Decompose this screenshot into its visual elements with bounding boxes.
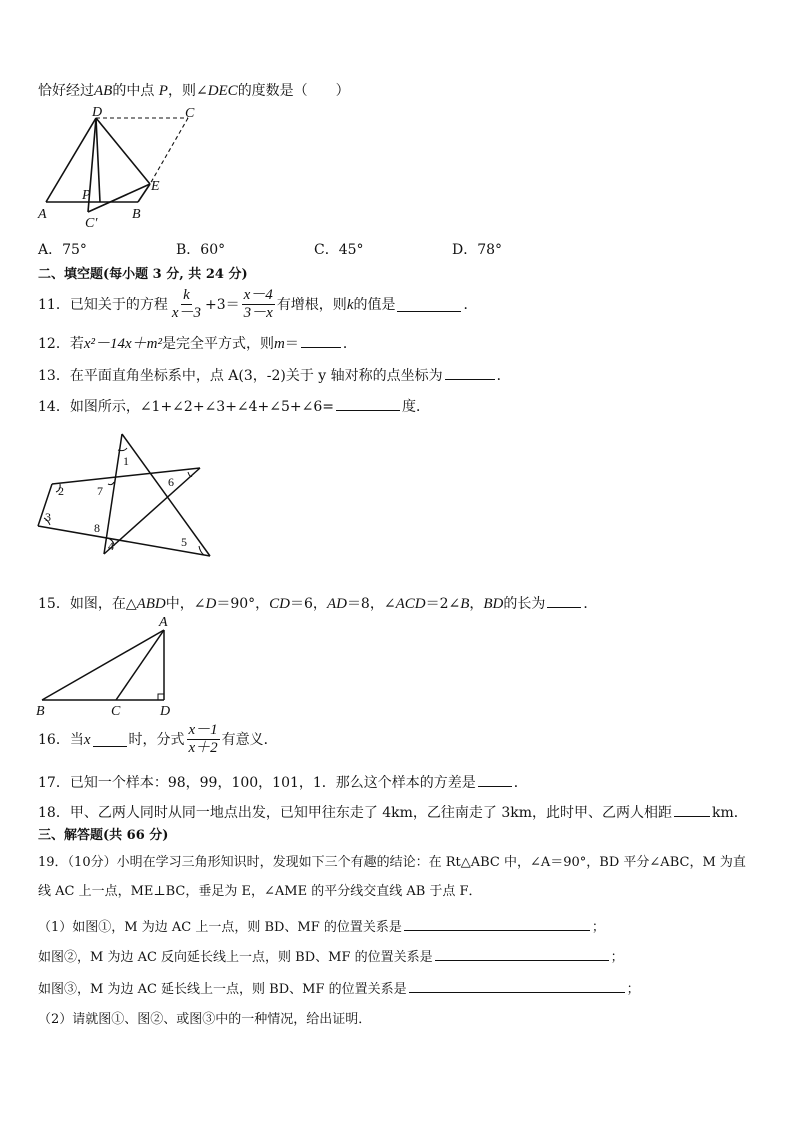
q10-stem: 恰好经过AB的中点 P，则∠DEC的度数是（ ） [38,83,350,99]
angle-label-3: 3 [45,510,51,524]
label-d: D [160,704,171,719]
q19-part1-fig3: 如图③，M 为边 AC 延长线上一点，则 BD、MF 的位置关系是 ； [38,978,640,999]
choice-d[interactable]: D．78° [452,242,503,258]
q19-line-1: 19．（10分）小明在学习三角形知识时，发现如下三个有趣的结论：在 Rt△ABC 中，∠A＝90°，BD 平分∠ABC，M 为直 [38,855,746,870]
edge-dp [96,118,100,202]
edge-ac [116,630,164,700]
q15-figure [30,614,180,720]
label-a: A [38,207,47,222]
q18: 18．甲、乙两人同时从同一地点出发，已知甲往东走了 4km，乙往南走了 3km，此时甲、乙两人相距 km． [38,802,748,822]
angle-label-5: 5 [181,535,187,549]
edge-ab [42,630,164,700]
label-e: E [151,179,160,194]
label-b: B [132,207,141,222]
q15: 15．如图，在△ABD中，∠D＝90°，CD＝6，AD＝8，∠ACD＝2∠B，BD的长为 ． [38,593,597,613]
q19-blank-1[interactable] [404,916,590,931]
q19-part1: （1）如图①，M 为边 AC 上一点，则 BD、MF 的位置关系是 ； [38,916,605,937]
q11-fraction-2: $\frac{x-4}{3-x}$ [243,287,273,321]
dashed-ce [150,118,188,184]
choice-c[interactable]: C．45° [314,242,364,258]
angle-label-4: 4 [108,539,114,553]
label-c: C [111,704,121,719]
star-line-3 [52,468,200,484]
q13: 13．在平面直角坐标系中，点 A(3，-2)关于 y 轴对称的点坐标为 ． [38,365,511,385]
label-a: A [159,615,168,630]
label-c: C [185,106,195,121]
right-angle-mark [158,694,164,700]
q15-answer-blank[interactable] [547,593,581,608]
angle-label-7: 7 [97,484,103,498]
q16-answer-blank[interactable] [93,732,127,747]
q18-answer-blank[interactable] [674,802,710,817]
label-b: B [36,704,45,719]
q11: 11．已知关于的方程 $\frac{k}{x-3}$ +3＝ $\frac{x-4}{3-x}$ 有增根，则 k 的值是 ． [38,287,478,321]
q19-blank-3[interactable] [409,978,625,993]
star-line-1 [104,434,122,554]
label-d: D [92,105,103,120]
choice-a[interactable]: A．75° [38,242,87,258]
q19-part2: （2）请就图①、图②、或图③中的一种情况，给出证明． [38,1012,372,1027]
q19-line-2: 线 AC 上一点，ME⊥BC，垂足为 E，∠AME 的平分线交直线 AB 于点 F． [38,884,482,899]
edge-de [96,118,150,184]
q17: 17．已知一个样本：98，99，100，101，1．那么这个样本的方差是 ． [38,772,528,792]
q17-answer-blank[interactable] [478,772,512,787]
label-p: P [82,188,91,203]
q16: 16．当 x 时，分式 $\frac{x-1}{x+2}$ 有意义． [38,722,278,756]
q12-answer-blank[interactable] [301,333,341,348]
label-c-prime: C′ [85,216,98,231]
q19-part1-fig2: 如图②，M 为边 AC 反向延长线上一点，则 BD、MF 的位置关系是 ； [38,946,624,967]
q16-fraction: $\frac{x-1}{x+2}$ [188,722,218,756]
choice-b[interactable]: B．60° [176,242,226,258]
section-answer-title: 三、解答题(共 66 分) [38,828,169,843]
q11-answer-blank[interactable] [397,297,461,312]
q19-blank-2[interactable] [435,946,609,961]
angle-label-1: 1 [123,454,129,468]
angle-label-8: 8 [94,521,100,535]
star-line-2 [122,434,210,556]
q14: 14．如图所示，∠1+∠2+∠3+∠4+∠5+∠6= 度． [38,396,430,416]
section-fill-in-title: 二、填空题(每小题 3 分, 共 24 分) [38,267,248,282]
angle-label-2: 2 [58,484,64,498]
q12: 12．若x²－14x＋m²是完全平方式，则m＝ ． [38,333,357,353]
q14-answer-blank[interactable] [336,396,400,411]
q14-figure [34,428,220,562]
angle-label-6: 6 [168,475,174,489]
q13-answer-blank[interactable] [445,365,495,380]
q10-figure [30,104,210,232]
q11-fraction-1: $\frac{k}{x-3}$ [171,287,201,321]
